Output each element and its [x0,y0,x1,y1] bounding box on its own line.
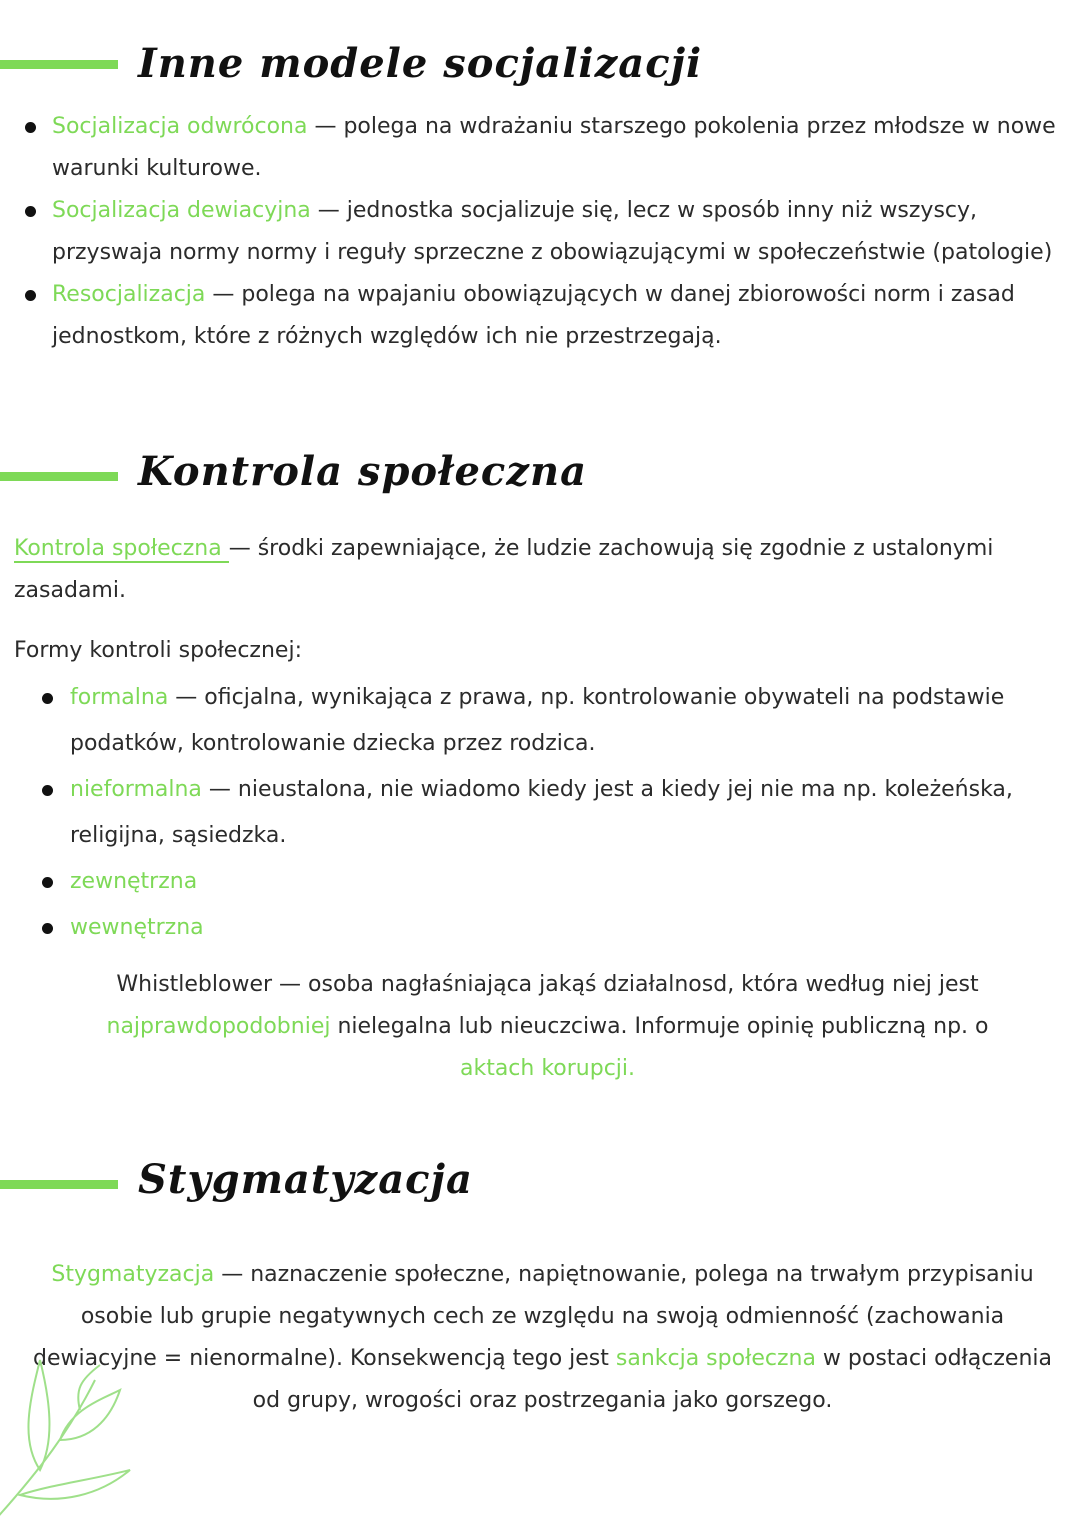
list-item [70,905,1050,951]
term: nieformalna [70,777,202,802]
term: Stygmatyzacja [51,1262,215,1287]
leaf-decoration-icon [0,1320,150,1527]
term: Socjalizacja odwrócona [52,114,308,139]
whistleblower-note [80,964,1015,1090]
description: — jednostka socjalizuje się, lecz w sposób inny niż wszyscy, przyswaja normy normy i reguły sprzeczne z obowiązującymi w społeczeństwie (patologie) [52,198,1053,265]
description: — naznaczenie społeczne, napiętnowanie, polega na trwałym przypisaniu osobie lub grupie negatywnych cech ze względu na swoją odmienność (zachowania dewiacyjne = nienormalne). Konsekwencją tego jest [33,1262,1034,1371]
highlight: sankcja społeczna [615,1346,816,1371]
stygmatyzacja-definition [20,1254,1065,1422]
definition-term: Kontrola społeczna [14,536,229,561]
description: — nieustalona, nie wiadomo kiedy jest a kiedy jej nie ma np. koleżeńska, religijna, sąsiedzka. [70,777,1013,848]
list-item [52,190,1062,274]
term: Socjalizacja dewiacyjna [52,198,311,223]
section-title-socjalizacja: Inne modele socjalizacji [138,40,703,87]
term: wewnętrzna [70,915,204,940]
section-bar [0,60,118,69]
term: Resocjalizacja [52,282,206,307]
whistle-highlight: aktach korupcji. [459,1056,636,1081]
section-title-kontrola: Kontrola społeczna [138,448,587,495]
list-item [52,106,1062,190]
term: formalna [70,685,169,710]
whistle-text: nielegalna lub nieuczciwa. Informuje opinię publiczną np. o [330,1014,989,1039]
socjalizacja-list [52,106,1062,358]
list-item [52,274,1062,358]
list-item [70,859,1050,905]
description: w postaci odłączenia od grupy, wrogości oraz postrzegania jako gorszego. [252,1346,1052,1413]
list-item [70,675,1050,767]
description: — polega na wpajaniu obowiązujących w danej zbiorowości norm i zasad jednostkom, które z różnych względów ich nie przestrzegają. [52,282,1015,349]
whistle-text: Whistleblower — osoba nagłaśniająca jakąś działalnosd, która według niej jest [116,972,979,997]
section-bar [0,1180,118,1189]
list-item [70,767,1050,859]
description: — polega na wdrażaniu starszego pokolenia przez młodsze w nowe warunki kulturowe. [52,114,1056,181]
section-bar [0,472,118,481]
definition-desc: — środki zapewniające, że ludzie zachowują się zgodnie z ustalonymi zasadami. [14,536,994,603]
whistle-highlight: najprawdopodobniej [106,1014,331,1039]
description: — oficjalna, wynikająca z prawa, np. kontrolowanie obywateli na podstawie podatków, kontrolowanie dziecka przez rodzica. [70,685,1005,756]
forms-list [70,675,1050,951]
section-title-stygmatyzacja: Stygmatyzacja [138,1156,473,1203]
term: zewnętrzna [70,869,198,894]
forms-label: Formy kontroli społecznej: [14,638,302,663]
kontrola-definition [14,528,1064,612]
